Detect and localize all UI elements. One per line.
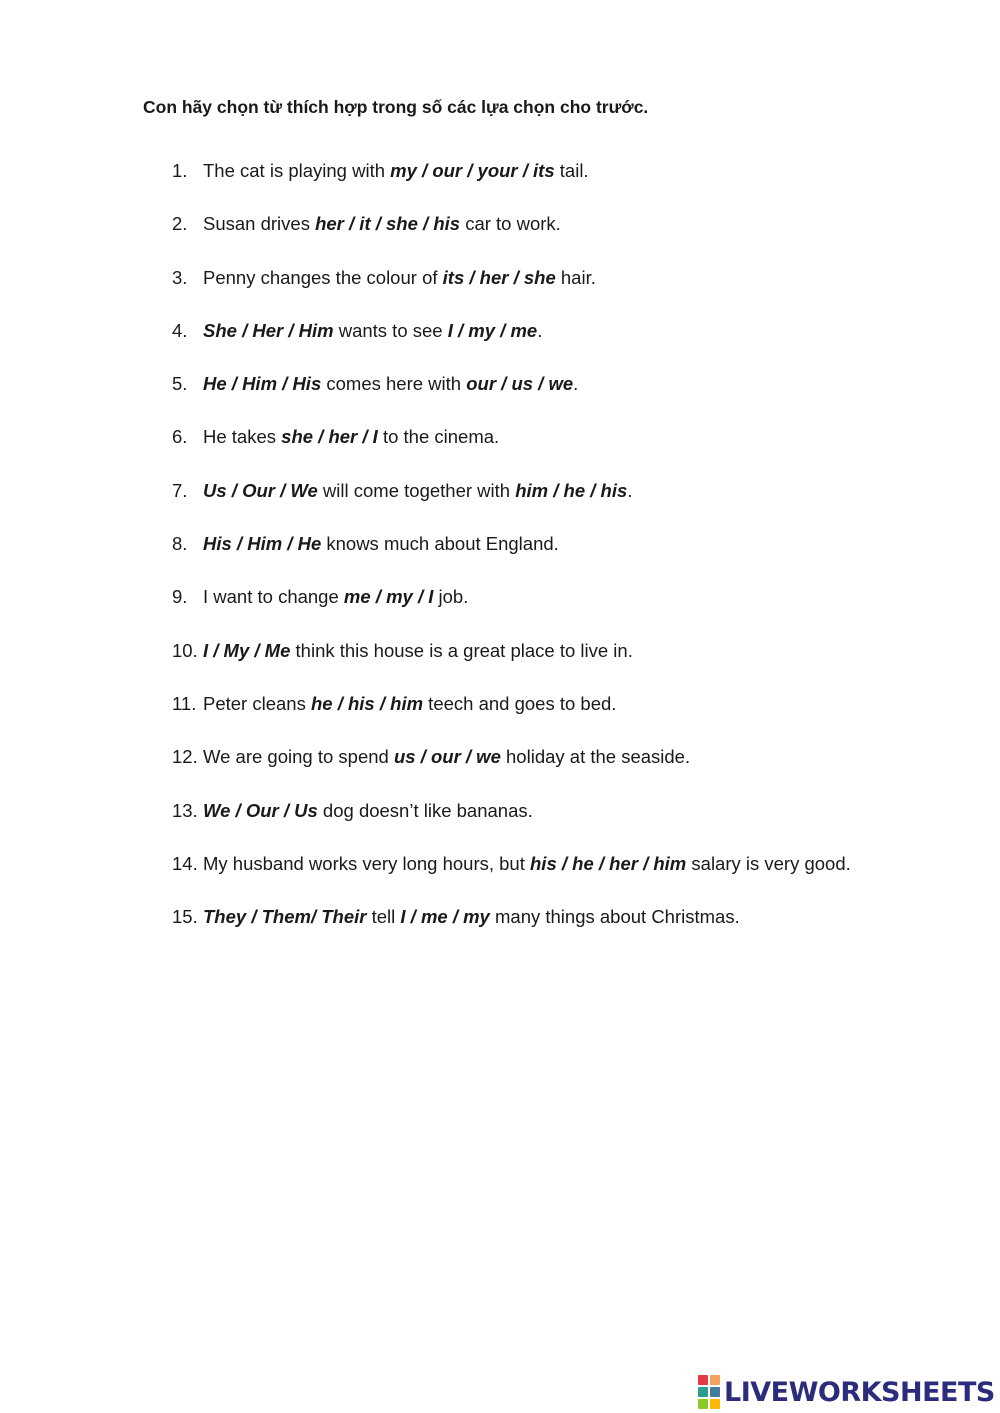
- liveworksheets-logo-icon: [698, 1375, 720, 1409]
- item-number: 7.: [172, 479, 188, 501]
- exercise-item: [172, 904, 972, 957]
- item-number: 2.: [172, 213, 188, 235]
- sentence-text: tail.: [554, 160, 589, 181]
- sentence-text: The cat is playing with: [203, 160, 391, 181]
- sentence-text: hair.: [555, 266, 596, 288]
- answer-choices[interactable]: its / her / she: [442, 266, 556, 288]
- sentence-text: .: [573, 373, 579, 395]
- item-sentence: [203, 851, 851, 877]
- sentence-text: think this house is a great place to live in.: [290, 639, 633, 661]
- brand-name: LIVEWORKSHEETS: [724, 1376, 995, 1408]
- answer-choices[interactable]: my / our / your / its: [390, 160, 555, 181]
- item-sentence: [203, 531, 559, 557]
- answer-choices[interactable]: his / he / her / him: [530, 852, 687, 874]
- item-number: 4.: [172, 319, 188, 341]
- item-sentence: [203, 265, 596, 291]
- logo-square: [698, 1399, 708, 1409]
- answer-choices[interactable]: our / us / we: [466, 373, 574, 395]
- logo-square: [698, 1387, 708, 1397]
- answer-choices[interactable]: us / our / we: [393, 746, 501, 768]
- item-sentence: [203, 904, 740, 930]
- item-sentence: [203, 691, 616, 717]
- sentence-text: Penny changes the colour of: [203, 266, 443, 288]
- answer-choices[interactable]: he / his / him: [310, 692, 424, 714]
- sentence-text: car to work.: [460, 213, 561, 235]
- item-number: 5.: [172, 373, 188, 395]
- item-number: 1.: [172, 160, 188, 181]
- sentence-text: We are going to spend: [203, 746, 394, 768]
- item-sentence: [203, 158, 589, 184]
- sentence-text: salary is very good.: [686, 852, 851, 874]
- exercise-list: [172, 158, 972, 957]
- exercise-item: [172, 265, 972, 318]
- item-sentence: [203, 584, 468, 610]
- sentence-text: .: [627, 479, 633, 501]
- exercise-item: [172, 691, 972, 744]
- sentence-text: He takes: [203, 426, 282, 448]
- exercise-item: [172, 531, 972, 584]
- exercise-item: [172, 584, 972, 637]
- answer-choices[interactable]: We / Our / Us: [203, 799, 318, 821]
- answer-choices[interactable]: I / me / my: [400, 906, 490, 928]
- item-sentence: [203, 478, 632, 504]
- exercise-item: [172, 158, 972, 211]
- item-sentence: [203, 211, 561, 237]
- sentence-text: will come together with: [317, 479, 516, 501]
- item-number: 9.: [172, 586, 188, 608]
- answer-choices[interactable]: I / My / Me: [203, 639, 291, 661]
- sentence-text: teech and goes to bed.: [423, 692, 617, 714]
- item-sentence: [203, 424, 499, 450]
- worksheet-instruction: Con hãy chọn từ thích hợp trong số các lựa chọn cho trước.: [143, 97, 649, 117]
- answer-choices[interactable]: Us / Our / We: [203, 479, 318, 501]
- item-number: 14.: [172, 852, 198, 874]
- sentence-text: Peter cleans: [203, 692, 311, 714]
- item-number: 10.: [172, 639, 198, 661]
- item-sentence: [203, 744, 690, 770]
- item-number: 6.: [172, 426, 188, 448]
- item-number: 13.: [172, 799, 198, 821]
- sentence-text: comes here with: [321, 373, 467, 395]
- item-number: 8.: [172, 533, 188, 555]
- exercise-item: [172, 798, 972, 851]
- sentence-text: tell: [366, 906, 401, 928]
- answer-choices[interactable]: His / Him / He: [203, 533, 322, 555]
- item-number: 3.: [172, 266, 188, 288]
- sentence-text: to the cinema.: [377, 426, 500, 448]
- sentence-text: holiday at the seaside.: [500, 746, 691, 768]
- sentence-text: knows much about England.: [321, 533, 559, 555]
- answer-choices[interactable]: me / my / I: [343, 586, 434, 608]
- sentence-text: wants to see: [333, 319, 448, 341]
- exercise-item: [172, 371, 972, 424]
- answer-choices[interactable]: I / my / me: [447, 319, 538, 341]
- item-sentence: [203, 318, 542, 344]
- sentence-text: I want to change: [203, 586, 344, 608]
- answer-choices[interactable]: They / Them/ Their: [203, 906, 367, 928]
- exercise-item: [172, 744, 972, 797]
- exercise-item: [172, 638, 972, 691]
- item-number: 12.: [172, 746, 198, 768]
- exercise-item: [172, 851, 972, 904]
- sentence-text: many things about Christmas.: [489, 906, 740, 928]
- brand-logo: [698, 1376, 995, 1408]
- item-number: 11.: [172, 692, 197, 714]
- logo-square: [710, 1387, 720, 1397]
- answer-choices[interactable]: her / it / she / his: [315, 213, 461, 235]
- sentence-text: dog doesn’t like bananas.: [317, 799, 533, 821]
- answer-choices[interactable]: him / he / his: [515, 479, 628, 501]
- item-sentence: [203, 371, 578, 397]
- exercise-item: [172, 211, 972, 264]
- logo-square: [710, 1399, 720, 1409]
- item-sentence: [203, 798, 533, 824]
- exercise-item: [172, 424, 972, 477]
- item-sentence: [203, 638, 633, 664]
- sentence-text: Susan drives: [203, 213, 316, 235]
- sentence-text: job.: [433, 586, 469, 608]
- answer-choices[interactable]: she / her / I: [281, 426, 378, 448]
- logo-square: [698, 1375, 708, 1385]
- exercise-item: [172, 318, 972, 371]
- answer-choices[interactable]: She / Her / Him: [203, 319, 334, 341]
- sentence-text: .: [537, 319, 543, 341]
- logo-square: [710, 1375, 720, 1385]
- sentence-text: My husband works very long hours, but: [203, 852, 530, 874]
- item-number: 15.: [172, 906, 198, 928]
- exercise-item: [172, 478, 972, 531]
- answer-choices[interactable]: He / Him / His: [203, 373, 322, 395]
